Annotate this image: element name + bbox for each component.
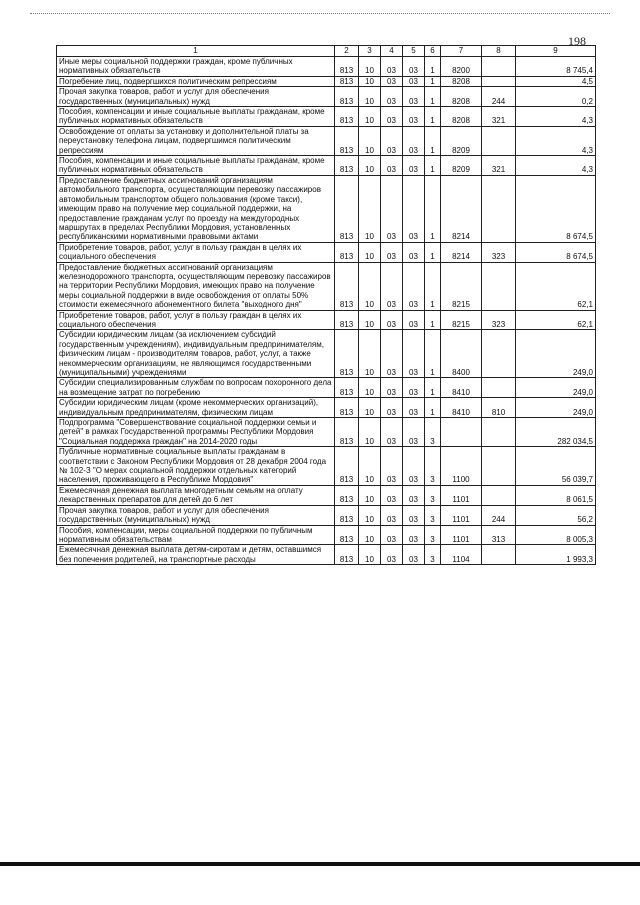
expense-type-code	[482, 418, 516, 447]
expense-type-code: 244	[482, 87, 516, 107]
amount-value: 282 034,5	[516, 418, 596, 447]
ministry-code: 813	[335, 485, 359, 505]
table-header-row	[57, 46, 596, 57]
amount-value: 249,0	[516, 330, 596, 378]
row-description: Прочая закупка товаров, работ и услуг для обеспечения государственных (муниципальных) нужд	[57, 505, 335, 525]
subprogram-code: 1	[425, 262, 441, 310]
amount-value: 8 005,3	[516, 525, 596, 545]
table-row	[57, 310, 596, 330]
amount-value: 62,1	[516, 310, 596, 330]
ministry-code: 813	[335, 525, 359, 545]
row-description: Субсидии специализированным службам по вопросам похоронного дела на возмещение затрат по погребению	[57, 378, 335, 398]
row-description: Пособия, компенсации и иные социальные выплаты гражданам, кроме публичных нормативных обязательств	[57, 156, 335, 176]
subprogram-code: 1	[425, 242, 441, 262]
section-code: 10	[359, 330, 381, 378]
program-code: 03	[403, 378, 425, 398]
subsection-code: 03	[381, 485, 403, 505]
section-code: 10	[359, 545, 381, 565]
table-row	[57, 330, 596, 378]
table-body	[57, 57, 596, 565]
subprogram-code: 3	[425, 447, 441, 486]
section-code: 10	[359, 262, 381, 310]
ministry-code: 813	[335, 398, 359, 418]
ministry-code: 813	[335, 87, 359, 107]
section-code: 10	[359, 378, 381, 398]
program-code: 03	[403, 447, 425, 486]
target-article-code: 8208	[441, 107, 482, 127]
subsection-code: 03	[381, 57, 403, 77]
ministry-code: 813	[335, 330, 359, 378]
subprogram-code: 1	[425, 57, 441, 77]
expense-type-code	[482, 447, 516, 486]
ministry-code: 813	[335, 57, 359, 77]
program-code: 03	[403, 485, 425, 505]
target-article-code: 1100	[441, 447, 482, 486]
expense-type-code: 244	[482, 505, 516, 525]
expense-type-code	[482, 126, 516, 155]
column-header: 4	[381, 46, 403, 57]
ministry-code: 813	[335, 107, 359, 127]
subprogram-code: 3	[425, 418, 441, 447]
program-code: 03	[403, 545, 425, 565]
ministry-code: 813	[335, 310, 359, 330]
amount-value: 62,1	[516, 262, 596, 310]
table-row	[57, 156, 596, 176]
subsection-code: 03	[381, 242, 403, 262]
program-code: 03	[403, 107, 425, 127]
target-article-code: 1101	[441, 525, 482, 545]
program-code: 03	[403, 126, 425, 155]
table-row	[57, 447, 596, 486]
target-article-code: 1101	[441, 485, 482, 505]
amount-value: 8 061,5	[516, 485, 596, 505]
section-code: 10	[359, 76, 381, 86]
expense-type-code	[482, 76, 516, 86]
ministry-code: 813	[335, 126, 359, 155]
ministry-code: 813	[335, 447, 359, 486]
target-article-code: 8215	[441, 310, 482, 330]
column-header: 1	[57, 46, 335, 57]
program-code: 03	[403, 398, 425, 418]
subprogram-code: 1	[425, 87, 441, 107]
bottom-scan-border	[0, 862, 640, 866]
program-code: 03	[403, 505, 425, 525]
expense-type-code: 810	[482, 398, 516, 418]
amount-value: 8 674,5	[516, 242, 596, 262]
target-article-code: 8200	[441, 57, 482, 77]
ministry-code: 813	[335, 418, 359, 447]
target-article-code: 8410	[441, 398, 482, 418]
target-article-code: 8209	[441, 126, 482, 155]
expense-type-code	[482, 57, 516, 77]
subsection-code: 03	[381, 87, 403, 107]
subsection-code: 03	[381, 76, 403, 86]
column-header: 9	[516, 46, 596, 57]
expense-type-code	[482, 485, 516, 505]
table-row	[57, 76, 596, 86]
column-header: 2	[335, 46, 359, 57]
section-code: 10	[359, 310, 381, 330]
row-description: Пособия, компенсации, меры социальной поддержки по публичным нормативным обязательствам	[57, 525, 335, 545]
program-code: 03	[403, 76, 425, 86]
section-code: 10	[359, 107, 381, 127]
subsection-code: 03	[381, 398, 403, 418]
program-code: 03	[403, 87, 425, 107]
subprogram-code: 1	[425, 107, 441, 127]
program-code: 03	[403, 310, 425, 330]
amount-value: 1 993,3	[516, 545, 596, 565]
section-code: 10	[359, 398, 381, 418]
column-header: 3	[359, 46, 381, 57]
subsection-code: 03	[381, 447, 403, 486]
row-description: Приобретение товаров, работ, услуг в пользу граждан в целях их социального обеспечения	[57, 310, 335, 330]
target-article-code: 1104	[441, 545, 482, 565]
target-article-code: 8214	[441, 175, 482, 242]
column-header: 8	[482, 46, 516, 57]
ministry-code: 813	[335, 76, 359, 86]
target-article-code: 8215	[441, 262, 482, 310]
expense-type-code	[482, 545, 516, 565]
ministry-code: 813	[335, 505, 359, 525]
program-code: 03	[403, 57, 425, 77]
subprogram-code: 1	[425, 398, 441, 418]
section-code: 10	[359, 447, 381, 486]
row-description: Публичные нормативные социальные выплаты гражданам в соответствии с Законом Республики Мордовия от 28 декабря 2004 года № 102-З "О мерах социальной поддержки отдельных категорий населения, проживающего в Республике Мордовия"	[57, 447, 335, 486]
subsection-code: 03	[381, 418, 403, 447]
section-code: 10	[359, 57, 381, 77]
subprogram-code: 3	[425, 545, 441, 565]
subsection-code: 03	[381, 330, 403, 378]
subsection-code: 03	[381, 545, 403, 565]
section-code: 10	[359, 418, 381, 447]
row-description: Предоставление бюджетных ассигнований организациям автомобильного транспорта, осуществляющим перевозку пассажиров автомобильным транспортом общего пользования (кроме такси), имеющим право на получение мер социальной поддержки, на предоставление гражданам услуг по проезду на междугородных маршрутах в пределах Республики Мордовия, установленных республиканскими нормативными правовыми актами	[57, 175, 335, 242]
subsection-code: 03	[381, 156, 403, 176]
expense-type-code: 321	[482, 107, 516, 127]
amount-value: 56,2	[516, 505, 596, 525]
table-row	[57, 545, 596, 565]
table-row	[57, 398, 596, 418]
target-article-code	[441, 418, 482, 447]
expense-type-code: 321	[482, 156, 516, 176]
subprogram-code: 1	[425, 156, 441, 176]
table-row	[57, 525, 596, 545]
ministry-code: 813	[335, 242, 359, 262]
amount-value: 56 039,7	[516, 447, 596, 486]
subsection-code: 03	[381, 126, 403, 155]
budget-table	[56, 45, 596, 565]
table-row	[57, 57, 596, 77]
row-description: Прочая закупка товаров, работ и услуг для обеспечения государственных (муниципальных) нужд	[57, 87, 335, 107]
row-description: Подпрограмма "Совершенствование социальной поддержки семьи и детей" в рамках Государственной программы Республики Мордовия "Социальная поддержка граждан" на 2014-2020 годы	[57, 418, 335, 447]
table-row	[57, 262, 596, 310]
row-description: Ежемесячная денежная выплата детям-сиротам и детям, оставшимся без попечения родителей, на транспортные расходы	[57, 545, 335, 565]
ministry-code: 813	[335, 156, 359, 176]
section-code: 10	[359, 242, 381, 262]
table-row	[57, 485, 596, 505]
program-code: 03	[403, 262, 425, 310]
subprogram-code: 3	[425, 485, 441, 505]
subprogram-code: 1	[425, 330, 441, 378]
subsection-code: 03	[381, 107, 403, 127]
target-article-code: 8400	[441, 330, 482, 378]
subprogram-code: 1	[425, 126, 441, 155]
target-article-code: 8214	[441, 242, 482, 262]
program-code: 03	[403, 418, 425, 447]
expense-type-code	[482, 175, 516, 242]
amount-value: 249,0	[516, 378, 596, 398]
table-row	[57, 87, 596, 107]
column-header: 6	[425, 46, 441, 57]
amount-value: 0,2	[516, 87, 596, 107]
target-article-code: 1101	[441, 505, 482, 525]
target-article-code: 8208	[441, 87, 482, 107]
expense-type-code	[482, 262, 516, 310]
subsection-code: 03	[381, 262, 403, 310]
row-description: Ежемесячная денежная выплата многодетным семьям на оплату лекарственных препаратов для детей до 6 лет	[57, 485, 335, 505]
subsection-code: 03	[381, 505, 403, 525]
row-description: Иные меры социальной поддержки граждан, кроме публичных нормативных обязательств	[57, 57, 335, 77]
row-description: Освобождение от оплаты за установку и дополнительной платы за переустановку телефона лицам, подвергшимся политическим репрессиям	[57, 126, 335, 155]
amount-value: 8 745,4	[516, 57, 596, 77]
target-article-code: 8208	[441, 76, 482, 86]
expense-type-code	[482, 378, 516, 398]
subprogram-code: 1	[425, 76, 441, 86]
subprogram-code: 1	[425, 175, 441, 242]
ministry-code: 813	[335, 378, 359, 398]
table-row	[57, 505, 596, 525]
amount-value: 249,0	[516, 398, 596, 418]
subprogram-code: 1	[425, 378, 441, 398]
program-code: 03	[403, 175, 425, 242]
target-article-code: 8209	[441, 156, 482, 176]
program-code: 03	[403, 525, 425, 545]
row-description: Пособия, компенсации и иные социальные выплаты гражданам, кроме публичных нормативных обязательств	[57, 107, 335, 127]
table-row	[57, 126, 596, 155]
program-code: 03	[403, 330, 425, 378]
subsection-code: 03	[381, 175, 403, 242]
expense-type-code: 313	[482, 525, 516, 545]
row-description: Приобретение товаров, работ, услуг в пользу граждан в целях их социального обеспечения	[57, 242, 335, 262]
row-description: Предоставление бюджетных ассигнований организациям железнодорожного транспорта, осуществляющим перевозку пассажиров на территории Республики Мордовия, имеющих право на получение меры социальной поддержки в виде освобождения от оплаты 50% стоимости ежемесячного абонементного билета "выходного дня"	[57, 262, 335, 310]
amount-value: 4,5	[516, 76, 596, 86]
section-code: 10	[359, 525, 381, 545]
subprogram-code: 3	[425, 525, 441, 545]
subsection-code: 03	[381, 378, 403, 398]
column-header: 7	[441, 46, 482, 57]
expense-type-code: 323	[482, 310, 516, 330]
expense-type-code: 323	[482, 242, 516, 262]
amount-value: 4,3	[516, 107, 596, 127]
table-row	[57, 175, 596, 242]
target-article-code: 8410	[441, 378, 482, 398]
row-description: Погребение лиц, подвергшихся политическим репрессиям	[57, 76, 335, 86]
table-row	[57, 242, 596, 262]
subsection-code: 03	[381, 525, 403, 545]
table-row	[57, 107, 596, 127]
section-code: 10	[359, 126, 381, 155]
subprogram-code: 3	[425, 505, 441, 525]
table-row	[57, 378, 596, 398]
table-row	[57, 418, 596, 447]
row-description: Субсидии юридическим лицам (за исключением субсидий государственным учреждениям), индивидуальным предпринимателям, физическим лицам - производителям товаров, работ, услуг, а также некоммерческим организациям, не являющимся государственными (муниципальными) учреждениями	[57, 330, 335, 378]
subprogram-code: 1	[425, 310, 441, 330]
amount-value: 8 674,5	[516, 175, 596, 242]
ministry-code: 813	[335, 175, 359, 242]
section-code: 10	[359, 175, 381, 242]
subsection-code: 03	[381, 310, 403, 330]
amount-value: 4,3	[516, 126, 596, 155]
program-code: 03	[403, 156, 425, 176]
column-header: 5	[403, 46, 425, 57]
section-code: 10	[359, 505, 381, 525]
row-description: Субсидии юридическим лицам (кроме некоммерческих организаций), индивидуальным предпринимателям, физическим лицам	[57, 398, 335, 418]
section-code: 10	[359, 156, 381, 176]
section-code: 10	[359, 485, 381, 505]
ministry-code: 813	[335, 262, 359, 310]
section-code: 10	[359, 87, 381, 107]
program-code: 03	[403, 242, 425, 262]
expense-type-code	[482, 330, 516, 378]
amount-value: 4,3	[516, 156, 596, 176]
page-number: 198	[568, 34, 586, 48]
top-scan-border	[30, 3, 610, 14]
ministry-code: 813	[335, 545, 359, 565]
